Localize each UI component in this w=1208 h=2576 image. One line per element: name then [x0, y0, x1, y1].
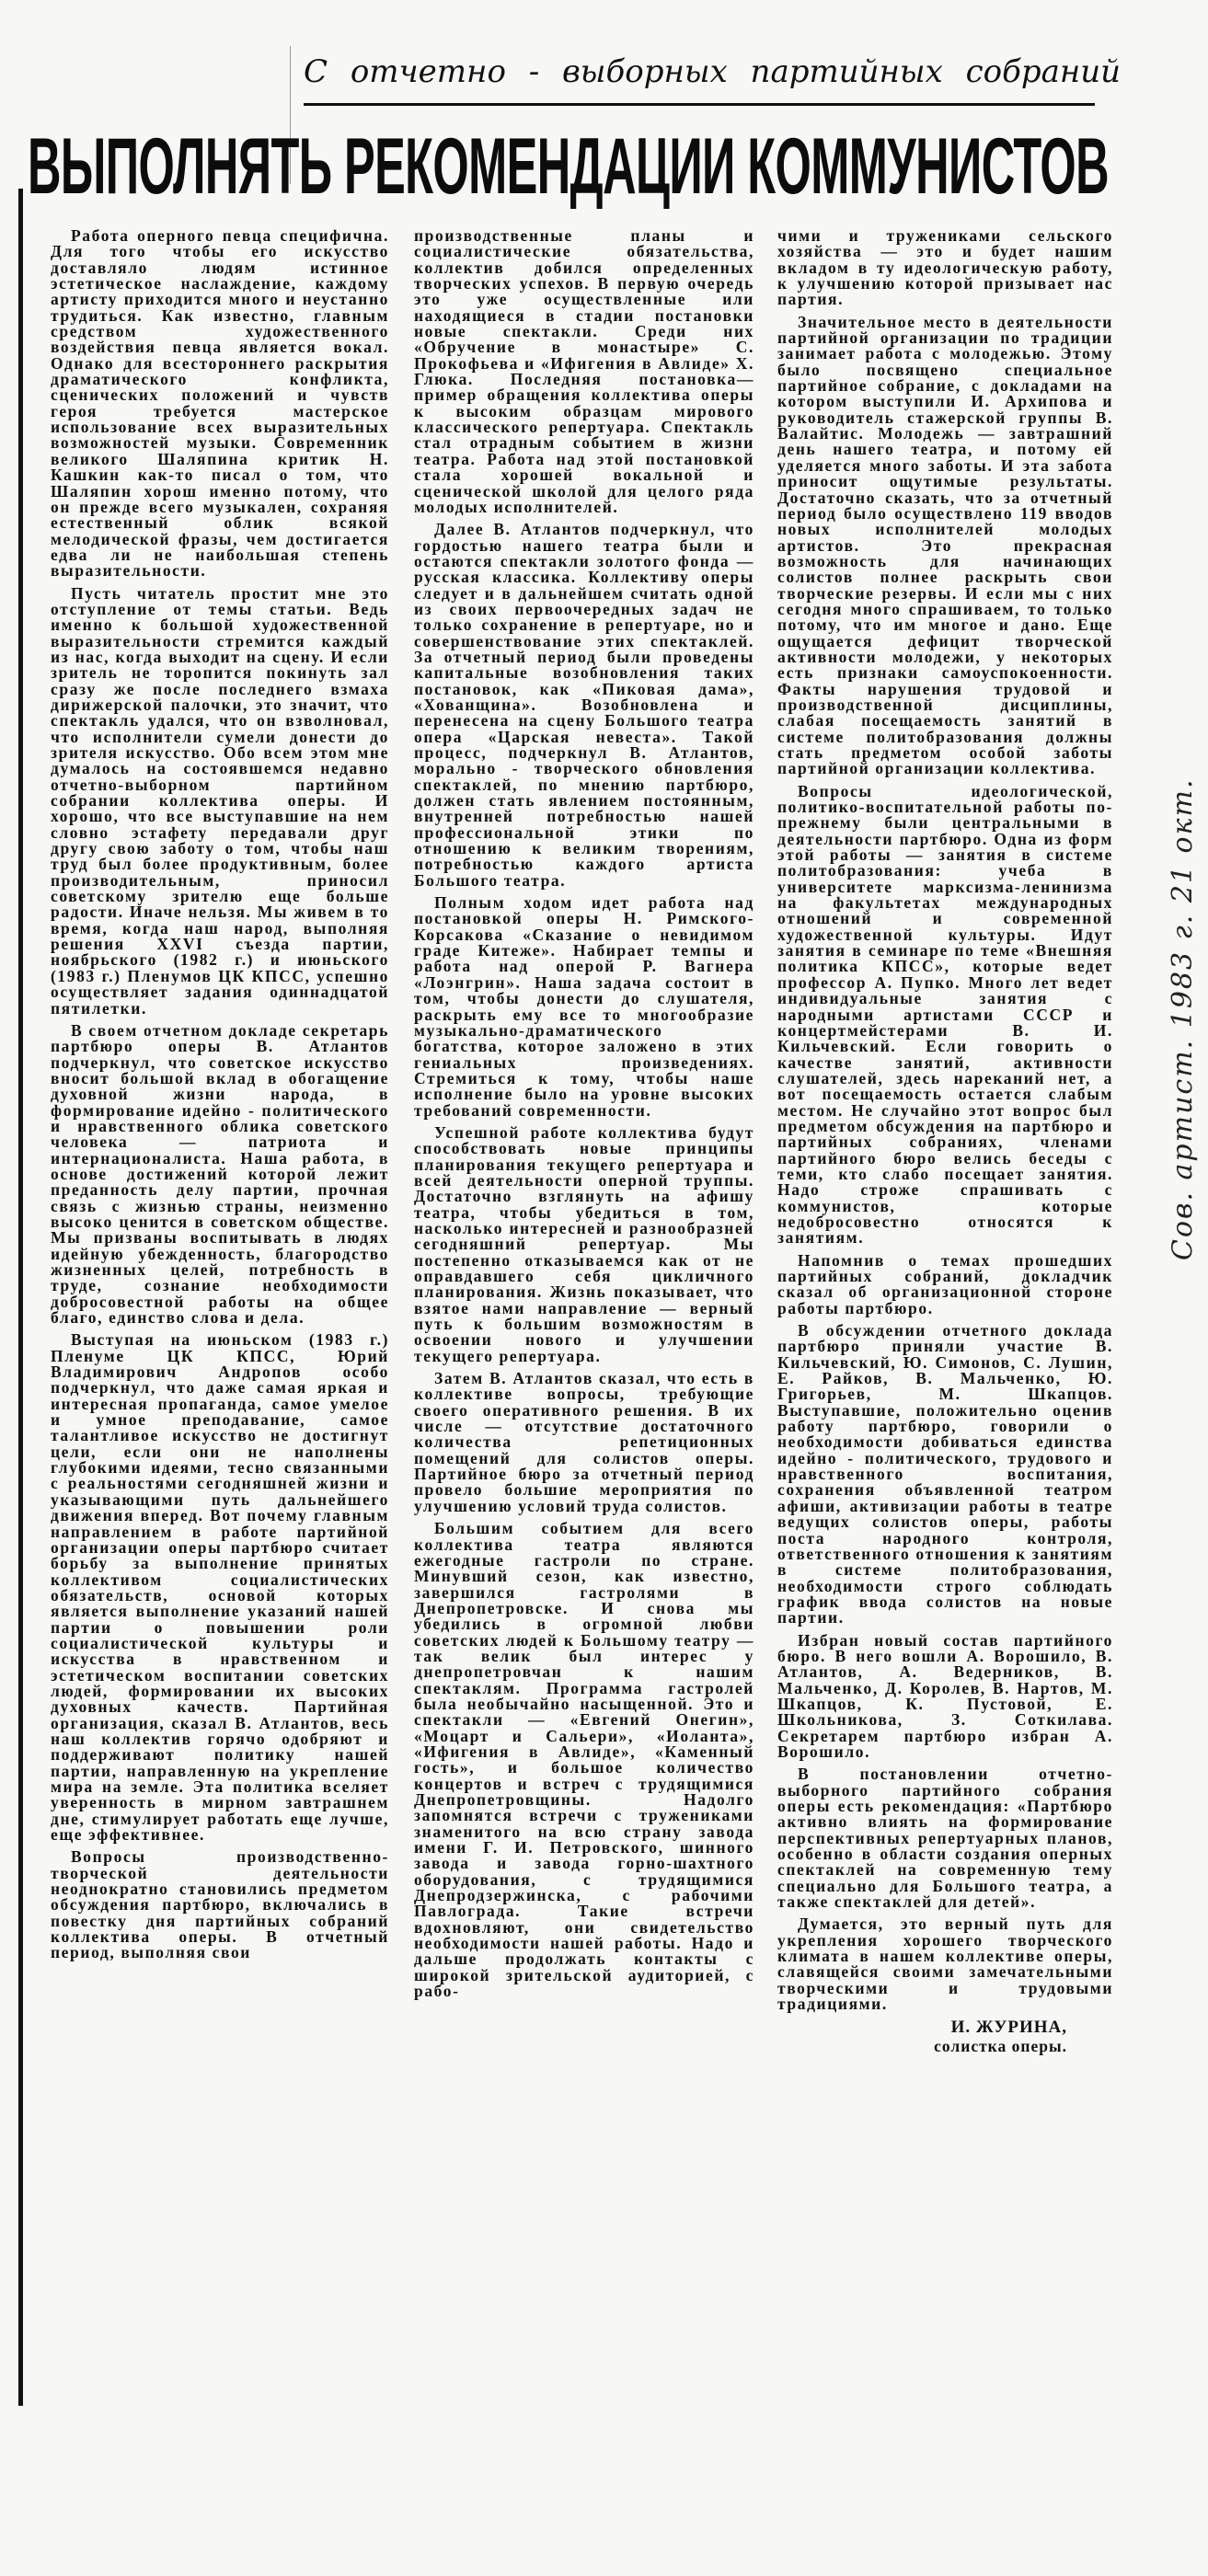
section-kicker: С отчетно - выборных партийных собраний: [304, 53, 1122, 90]
kicker-underline: [304, 103, 1095, 106]
paragraph: Напомнив о темах прошедших партийных собраний, докладчик сказал об организационной стороне работы партбюро.: [777, 1250, 1113, 1317]
paragraph: Избран новый состав партийного бюро. В него вошли А. Ворошило, В. Атлантов, А. Ведерников, В. Мальченко, Д. Королев, В. Нартов, М. Шкапцов, К. Пустовой, Е. Школьникова, З. Соткилава. Секретарем партбюро избран А. Ворошило.: [777, 1630, 1113, 1761]
paragraph: Полным ходом идет работа над постановкой оперы Н. Римского-Корсакова «Сказание о невидимом граде Китеже». Набирает темпы и работа над оперой Р. Вагнера «Лоэнгрин». Наша задача состоит в том, чтобы донести до слушателя, раскрыть ему все то многообразие музыкально-драматического богатства, которое заложено в этих гениальных произведениях. Стремиться к тому, чтобы наше исполнение было на уровне высоких требований современности.: [414, 893, 754, 1120]
paragraph: Значительное место в деятельности партийной организации по традиции занимает работа с молодежью. Этому было посвящено специальное партийное собрание, с докладами на котором выступили И. Архипова и руководитель стажерской группы В. Валайтис. Молодежь — завтрашний день нашего театра, и потому ей уделяется много заботы. И эта забота приносит ощутимые результаты. Достаточно сказать, что за отчетный период было осуществлено 119 вводов новых исполнителей молодых артистов. Это прекрасная возможность для начинающих солистов полнее раскрыть свои творческие резервы. И если мы с них сегодня много спрашиваем, то только потому, что им многое и дано. Еще ощущается дефицит творческой активности молодежи, у некоторых есть признаки самоуспокоенности. Факты нарушения трудовой и производственной дисциплины, слабая посещаемость занятий в системе политобразования должны стать предметом особой заботы партийной организации коллектива.: [777, 312, 1113, 778]
article-headline: ВЫПОЛНЯТЬ РЕКОМЕНДАЦИИ КОММУНИСТОВ: [28, 122, 1109, 211]
author-role: солистка оперы.: [934, 2037, 1067, 2056]
column-divider-rule: [18, 189, 23, 2406]
author-name: И. ЖУРИНА,: [950, 2018, 1067, 2038]
headline-container: [28, 122, 1109, 211]
paragraph: Думается, это верный путь для укрепления хорошего творческого климата в нашем коллективе оперы, славящейся своими замечательными творческими и трудовыми традициями.: [777, 1915, 1113, 2014]
paragraph-continued: чими и тружениками сельского хозяйства — это и будет нашим вкладом в ту идеологическую работу, к улучшению которой призывает нас партия.: [777, 226, 1113, 309]
paragraph: Вопросы производственно-творческой деятельности неоднократно становились предметом обсуждения партбюро, включались в повестку дня партийных собраний коллектива оперы. В отчетный период, выполняя свои: [51, 1847, 389, 1962]
article-column-2: [414, 228, 754, 2006]
paragraph: Большим событием для всего коллектива театра являются ежегодные гастроли по стране. Минувший сезон, как известно, завершился гастролями в Днепропетровске. И снова мы убедились в огромной любви советских людей к Большому театру — так велик был интерес у днепропетровчан к нашим спектаклям. Программа гастролей была необычайно насыщенной. Это и спектакли — «Евгений Онегин», «Моцарт и Сальери», «Иоланта», «Ифигения в Авлиде», «Каменный гость», и большое количество концертов и встреч с трудящимися Днепропетровщины. Надолго запомнятся встречи с тружениками знаменитого на всю страну завода имени Г. И. Петровского, шинного завода и завода горно-шахтного оборудования, с трудящимися Днепродзержинска, с рабочими Павлограда. Такие встречи вдохновляют, они свидетельство необходимости нашей работы. Надо и дальше продолжать контакты с широкой зрительской аудиторией, с рабо-: [414, 1519, 754, 2001]
paragraph-continued: производственные планы и социалистические обязательства, коллектив добился определенных творческих успехов. В первую очередь это уже осуществленные или находящиеся в стадии постановки новые спектакли. Среди них «Обручение в монастыре» С. Прокофьева и «Ифигения в Авлиде» Х. Глюка. Последняя постановка—пример обращения коллектива оперы к высоким образцам мирового классического репертуара. Спектакль стал отрадным событием в жизни театра. Работа над этой постановкой стала хорошей вокальной и сценической школой для целого ряда молодых исполнителей.: [414, 226, 754, 516]
paragraph: Далее В. Атлантов подчеркнул, что гордостью нашего театра были и остаются спектакли золотого фонда — русская классика. Коллективу оперы следует и в дальнейшем считать одной из своих первоочередных задач не только сохранение в репертуаре, но и совершенствование этих спектаклей. За отчетный период были проведены капитальные возобновления таких постановок, как «Пиковая дама», «Хованщина». Возобновлена и перенесена на сцену Большого театра опера «Царская невеста». Такой процесс, подчеркнул В. Атлантов, морально - творческого обновления спектаклей, по мнению партбюро, должен стать явлением постоянным, внутренней потребностью нашей профессиональной этики по отношению к великим творениям, потребностью каждого артиста Большого театра.: [414, 520, 754, 890]
author-signature: [777, 2018, 1067, 2055]
paragraph: Пусть читатель простит мне это отступление от темы статьи. Ведь именно к большой художественной выразительности стремится каждый из нас, когда выходит на сцену. И если зритель не торопится покинуть зал сразу же после последнего взмаха дирижерской палочки, это значит, что спектакль удался, что он взволновал, что исполнители сумели донести до зрителя искусство. Обо всем этом мне думалось на состоявшемся недавно отчетно-выборном партийном собрании коллектива оперы. И хорошо, что все выступавшие на нем словно эстафету передавали друг другу свою заботу о том, чтобы наш труд был более продуктивным, более производительным, приносил советскому зрителю еще больше радости. Иначе нельзя. Мы живем в то время, когда наш народ, выполняя решения XXVI съезда партии, ноябрьского (1982 г.) и июньского (1983 г.) Пленумов ЦК КПСС, успешно осуществляет задания одиннадцатой пятилетки.: [51, 583, 389, 1018]
handwritten-source-note: Сов. артист. 1983 г. 21 окт.: [1167, 777, 1199, 1260]
paragraph: Вопросы идеологической, политико-воспитательной работы по-прежнему были центральными в деятельности партбюро. Одна из форм этой работы — занятия в системе политобразования: учеба в университете марксизма-ленинизма на факультетах международных отношений и современной художественной культуры. Идут занятия в семинаре по теме «Внешняя политика КПСС», которые ведет профессор А. Пупко. Много лет ведет индивидуальные занятия с народными артистами СССР и концертмейстерами В. И. Кильчевский. Если говорить о качестве занятий, активности слушателей, здесь нареканий нет, а вот посещаемость остается слабым местом. Не случайно этот вопрос был предметом обсуждения на партбюро и партийных собраниях, членами партийного бюро велись беседы с теми, кто слабо посещает занятия. Надо строже спрашивать с коммунистов, которые недобросовестно относятся к занятиям.: [777, 781, 1113, 1248]
paragraph: В своем отчетном докладе секретарь партбюро оперы В. Атлантов подчеркнул, что советское искусство вносит большой вклад в обогащение духовной жизни народа, в формирование идейно - политического и нравственного облика советского человека — патриота и интернационалиста. Наша работа, в основе достижений которой лежит преданность делу партии, прочная связь с жизнью страны, неизменно высоко ценится в советском обществе. Мы призваны воспитывать в людях идейную убежденность, благородство жизненных целей, потребность в труде, сознание необходимости добросовестной работы на общее благо, единство слова и дела.: [51, 1020, 389, 1328]
paragraph: Успешной работе коллектива будут способствовать новые принципы планирования текущего репертуара и всей деятельности оперной труппы. Достаточно взглянуть на афишу театра, чтобы убедиться в том, насколько интересней и разнообразней сегодняшний репертуар. Мы постепенно отказываемся как от не оправдавшего себя цикличного планирования. Жизнь показывает, что взятое нами направление — верный путь к большим возможностям в освоении нового и улучшении текущего репертуара.: [414, 1122, 754, 1365]
paragraph: Выступая на июньском (1983 г.) Пленуме ЦК КПСС, Юрий Владимирович Андропов особо подчеркнул, что даже самая яркая и интересная пропаганда, самое умелое и умное преподавание, самое талантливое искусство не достигнут цели, если они не наполнены глубокими идеями, тесно связанными с реальностями сегодняшней жизни и указывающими путь дальнейшего движения вперед. Вот почему главным направлением в работе партийной организации оперы партбюро считает борьбу за выполнение принятых коллективом социалистических обязательств, основой которых является выполнение указаний нашей партии о повышении роли социалистической культуры и искусства в нравственном и эстетическом воспитании советских людей, формировании их высоких духовных качеств. Партийная организация, сказал В. Атлантов, весь наш коллектив горячо одобряют и поддерживают политику нашей партии, направленную на укрепление мира на земле. Эта политика вселяет уверенность в мирном завтрашнем дне, стимулирует работать еще лучше, еще эффективнее.: [51, 1330, 389, 1845]
article-column-3: [777, 228, 1113, 2055]
article-column-1: [51, 228, 389, 1968]
paragraph: Работа оперного певца специфична. Для того чтобы его искусство доставляло людям истинное эстетическое наслаждение, каждому артисту приходится много и неустанно трудиться. Как известно, главным средством художественного воздействия певца является вокал. Однако для всестороннего раскрытия драматического конфликта, сценических положений и чувств героя требуется мастерское использование всех выразительных возможностей музыки. Современник великого Шаляпина критик Н. Кашкин как-то писал о том, что Шаляпин хорош именно потому, что он прежде всего музыкален, сохраняя естественный облик всякой мелодической фразы, чем достигается едва ли не наибольшая степень выразительности.: [51, 226, 389, 581]
paragraph: В постановлении отчетно-выборного партийного собрания оперы есть рекомендация: «Партбюро активно влиять на формирование перспективных репертуарных планов, особенно в области создания оперных спектаклей на современную тему специально для Большого театра, а также спектаклей для детей».: [777, 1765, 1113, 1912]
paragraph: В обсуждении отчетного доклада партбюро приняли участие В. Кильчевский, Ю. Симонов, С. Лушин, Е. Райков, В. Мальченко, Ю. Григорьев, М. Шкапцов. Выступавшие, положительно оценив работу партбюро, говорили о необходимости добиваться единства идейно - политического, трудового и нравственного воспитания, сохранения объявленной театром афиши, активизации работы в театре ведущих солистов оперы, работы поста народного контроля, ответственного отношения к занятиям в системе политобразования, необходимости строго соблюдать график ввода солистов на новые партии.: [777, 1321, 1113, 1627]
paragraph: Затем В. Атлантов сказал, что есть в коллективе вопросы, требующие своего оперативного решения. В их числе — отсутствие достаточного количества репетиционных помещений для солистов оперы. Партийное бюро за отчетный период провело большие мероприятия по улучшению условий труда солистов.: [414, 1369, 754, 1515]
